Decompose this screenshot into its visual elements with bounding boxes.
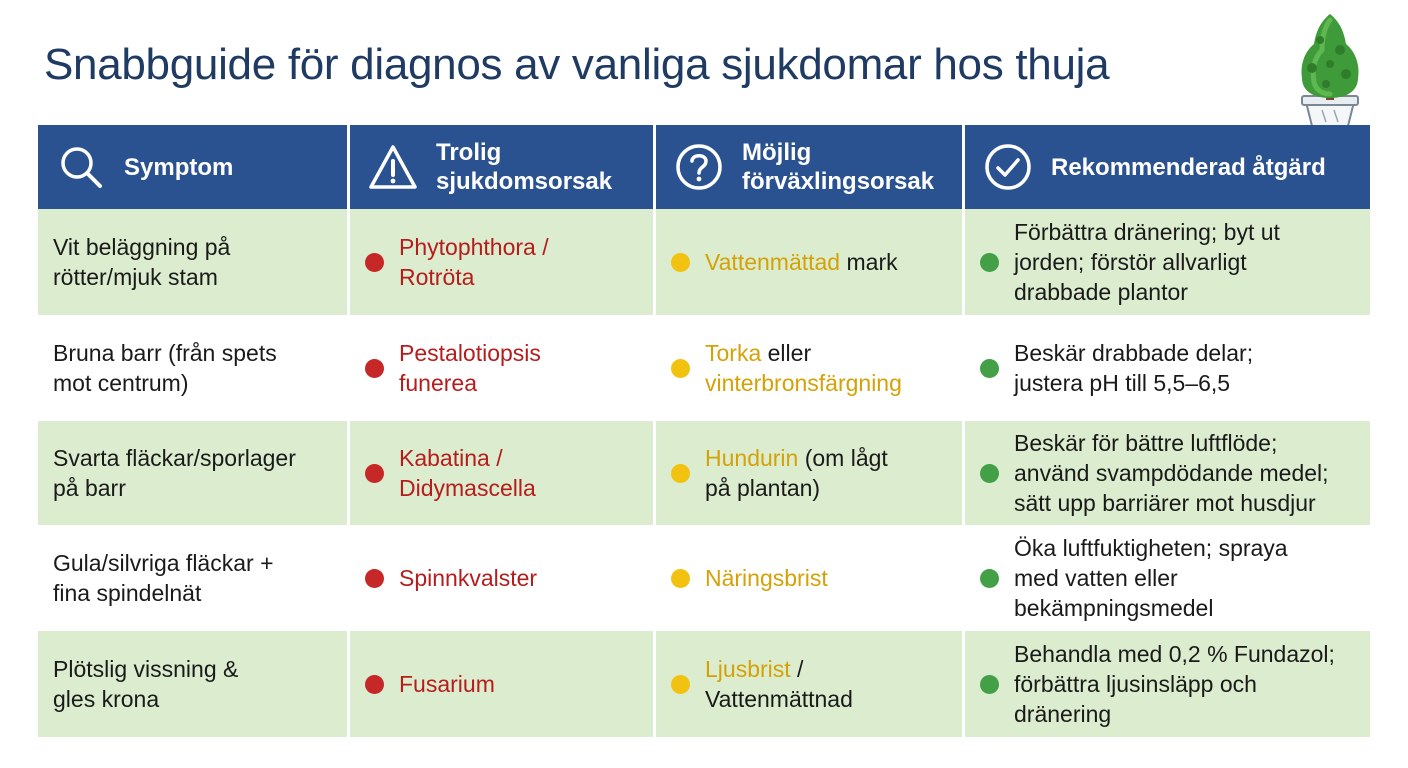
symptom-cell: Plötslig vissning & gles krona bbox=[38, 631, 347, 737]
green-dot-icon bbox=[980, 253, 999, 272]
header-symptom: Symptom bbox=[38, 125, 347, 209]
confusion-cell: Torka eller vinterbronsfärgning bbox=[653, 315, 962, 421]
yellow-dot-icon bbox=[671, 569, 690, 588]
action-cell: Beskär drabbade delar; justera pH till 5,5–6,5 bbox=[962, 315, 1370, 421]
symptom-cell: Vit beläggning på rötter/mjuk stam bbox=[38, 209, 347, 315]
confusion-cell: Vattenmättad mark bbox=[653, 209, 962, 315]
cause-cell: Spinnkvalster bbox=[347, 525, 653, 631]
red-dot-icon bbox=[365, 464, 384, 483]
cause-cell: Kabatina / Didymascella bbox=[347, 421, 653, 525]
green-dot-icon bbox=[980, 359, 999, 378]
yellow-dot-icon bbox=[671, 359, 690, 378]
check-icon bbox=[983, 142, 1033, 192]
confusion-cell: Ljusbrist / Vattenmättnad bbox=[653, 631, 962, 737]
yellow-dot-icon bbox=[671, 464, 690, 483]
confusion-cell: Näringsbrist bbox=[653, 525, 962, 631]
header-cause: Trolig sjukdomsorsak bbox=[347, 125, 653, 209]
green-dot-icon bbox=[980, 675, 999, 694]
warning-icon bbox=[368, 142, 418, 192]
action-cell: Beskär för bättre luftflöde; använd svampdödande medel; sätt upp barriärer mot husdjur bbox=[962, 421, 1370, 525]
red-dot-icon bbox=[365, 359, 384, 378]
green-dot-icon bbox=[980, 569, 999, 588]
red-dot-icon bbox=[365, 253, 384, 272]
action-cell: Öka luftfuktigheten; spraya med vatten eller bekämpningsmedel bbox=[962, 525, 1370, 631]
question-icon bbox=[674, 142, 724, 192]
header-confusion: Möjlig förväxlingsorsak bbox=[653, 125, 962, 209]
cause-cell: Phytophthora / Rotröta bbox=[347, 209, 653, 315]
cause-cell: Pestalotiopsis funerea bbox=[347, 315, 653, 421]
yellow-dot-icon bbox=[671, 253, 690, 272]
symptom-cell: Gula/silvriga fläckar + fina spindelnät bbox=[38, 525, 347, 631]
symptom-cell: Bruna barr (från spets mot centrum) bbox=[38, 315, 347, 421]
red-dot-icon bbox=[365, 569, 384, 588]
green-dot-icon bbox=[980, 464, 999, 483]
yellow-dot-icon bbox=[671, 675, 690, 694]
magnifier-icon bbox=[56, 142, 106, 192]
symptom-cell: Svarta fläckar/sporlager på barr bbox=[38, 421, 347, 525]
action-cell: Behandla med 0,2 % Fundazol; förbättra ljusinsläpp och dränering bbox=[962, 631, 1370, 737]
diagnosis-table bbox=[38, 125, 1370, 737]
cause-cell: Fusarium bbox=[347, 631, 653, 737]
red-dot-icon bbox=[365, 675, 384, 694]
action-cell: Förbättra dränering; byt ut jorden; förstör allvarligt drabbade plantor bbox=[962, 209, 1370, 315]
thuja-tree-icon bbox=[1282, 10, 1378, 130]
confusion-cell: Hundurin (om lågt på plantan) bbox=[653, 421, 962, 525]
page-title: Snabbguide för diagnos av vanliga sjukdomar hos thuja bbox=[44, 40, 1110, 89]
header-action: Rekommenderad åtgärd bbox=[962, 125, 1370, 209]
